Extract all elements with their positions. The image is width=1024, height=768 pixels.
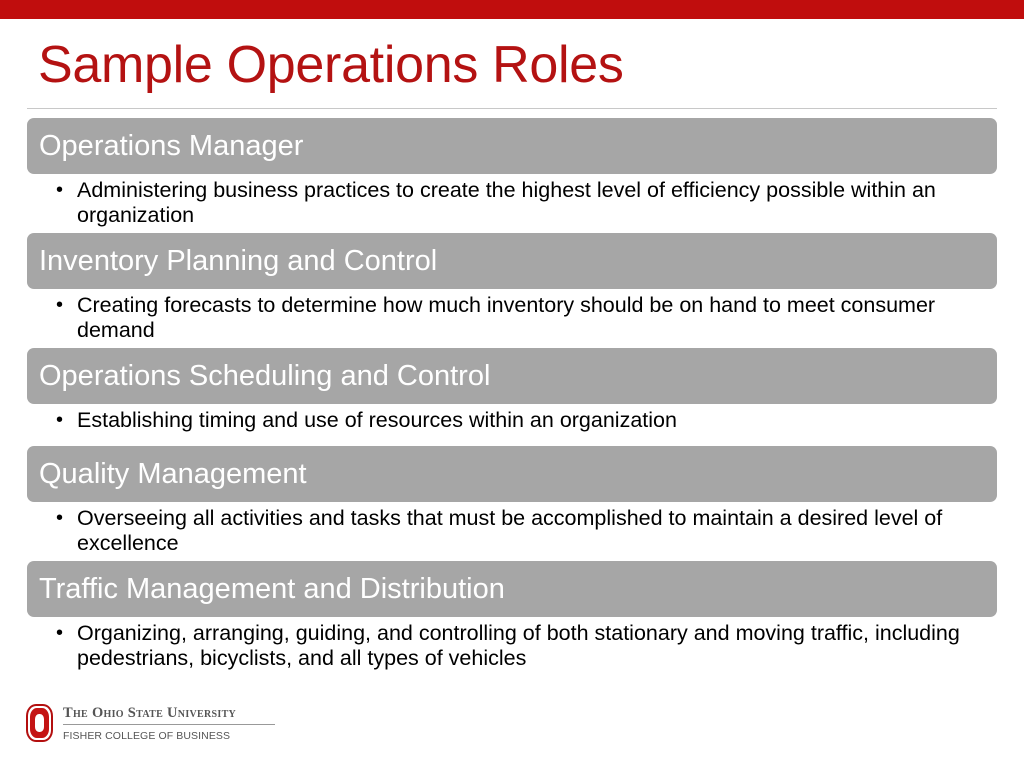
- role-heading: Traffic Management and Distribution: [27, 561, 997, 617]
- bullet-icon: •: [56, 507, 64, 529]
- role-description-text: Administering business practices to create the highest level of efficiency possible within an organization: [77, 178, 936, 227]
- title-divider: [27, 108, 997, 109]
- role-operations-manager: [27, 118, 997, 228]
- role-operations-scheduling: [27, 348, 997, 433]
- top-accent-bar: [0, 0, 1024, 19]
- role-description: [27, 178, 997, 228]
- role-description-text: Organizing, arranging, guiding, and controlling of both stationary and moving traffic, including pedestrians, bicyclists, and all types of vehicles: [77, 621, 960, 670]
- role-heading: Quality Management: [27, 446, 997, 502]
- bullet-icon: •: [56, 179, 64, 201]
- role-inventory-planning: [27, 233, 997, 343]
- role-heading: Operations Manager: [27, 118, 997, 174]
- bullet-icon: •: [56, 622, 64, 644]
- role-description-text: Overseeing all activities and tasks that must be accomplished to maintain a desired level of excellence: [77, 506, 943, 555]
- block-o-logo-icon: [26, 704, 53, 742]
- role-description: [27, 408, 997, 433]
- role-description: [27, 621, 997, 671]
- role-traffic-management: [27, 561, 997, 671]
- bullet-icon: •: [56, 294, 64, 316]
- role-description: [27, 293, 997, 343]
- college-name: FISHER COLLEGE OF BUSINESS: [63, 730, 231, 742]
- role-description-text: Creating forecasts to determine how much inventory should be on hand to meet consumer demand: [77, 293, 936, 342]
- role-heading: Inventory Planning and Control: [27, 233, 997, 289]
- page-title: Sample Operations Roles: [38, 36, 624, 94]
- role-heading: Operations Scheduling and Control: [27, 348, 997, 404]
- bullet-icon: •: [56, 409, 64, 431]
- role-description: [27, 506, 997, 556]
- university-name: The Ohio State University: [63, 705, 237, 721]
- role-description-text: Establishing timing and use of resources within an organization: [77, 408, 677, 432]
- footer-divider: [63, 724, 275, 725]
- role-quality-management: [27, 446, 997, 556]
